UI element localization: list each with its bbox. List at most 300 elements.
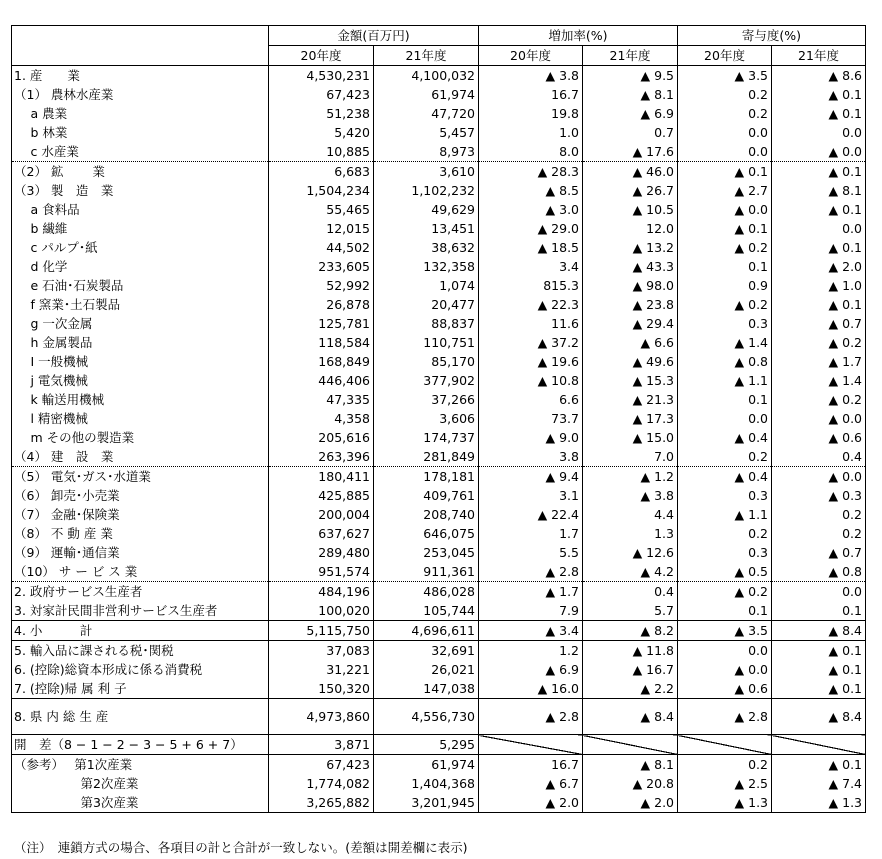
cell-a20: 31,221 [269, 660, 374, 679]
cell-c21: ▲ 0.7 [772, 543, 866, 562]
table-row [12, 447, 866, 467]
cell-g21: ▲ 2.0 [583, 793, 678, 813]
row-label: （9） 運輸･通信業 [12, 543, 269, 562]
cell-a20: 205,616 [269, 428, 374, 447]
cell-a21: 132,358 [374, 257, 479, 276]
cell-a21: 1,102,232 [374, 181, 479, 200]
row-label: 4. 小 計 [12, 621, 269, 641]
row-label: 8. 県 内 総 生 産 [12, 699, 269, 735]
cell-g21: ▲ 9.5 [583, 66, 678, 86]
cell-g21: ▲ 20.8 [583, 774, 678, 793]
footnote: （注） 連鎖方式の場合、各項目の計と合計が一致しない。(差額は開差欄に表示) [14, 840, 468, 855]
row-label: （3） 製 造 業 [12, 181, 269, 200]
row-label: 第2次産業 [12, 774, 269, 793]
cell-a20: 200,004 [269, 505, 374, 524]
cell-c21: ▲ 0.1 [772, 104, 866, 123]
cell-g20: ▲ 6.9 [479, 660, 583, 679]
cell-c21: ▲ 1.3 [772, 793, 866, 813]
cell-c21: ▲ 0.7 [772, 314, 866, 333]
cell-c20: ▲ 0.2 [678, 238, 772, 257]
cell-c21: ▲ 8.6 [772, 66, 866, 86]
row-label: b 繊維 [12, 219, 269, 238]
cell-a20: 233,605 [269, 257, 374, 276]
cell-c20: ▲ 0.4 [678, 467, 772, 487]
row-label: d 化学 [12, 257, 269, 276]
cell-c20: 0.1 [678, 601, 772, 621]
cell-c21: ▲ 1.0 [772, 276, 866, 295]
header-item-cell [12, 26, 269, 66]
cell-a21: 1,074 [374, 276, 479, 295]
cell-c21: ▲ 0.1 [772, 660, 866, 679]
header-contribution-20: 20年度 [678, 46, 772, 66]
cell-g21: ▲ 15.3 [583, 371, 678, 390]
cell-a21: 61,974 [374, 85, 479, 104]
cell-g21: ▲ 16.7 [583, 660, 678, 679]
cell-g20: 7.9 [479, 601, 583, 621]
cell-a21: 32,691 [374, 641, 479, 661]
cell-g21: ▲ 12.6 [583, 543, 678, 562]
row-label: （5） 電気･ガス･水道業 [12, 467, 269, 487]
cell-c20: ▲ 0.6 [678, 679, 772, 699]
cell-c20: ▲ 1.1 [678, 505, 772, 524]
cell-g20 [479, 735, 583, 755]
table-row [12, 562, 866, 582]
row-label: 3. 対家計民間非営利サービス生産者 [12, 601, 269, 621]
cell-c21: 0.2 [772, 524, 866, 543]
cell-a20: 4,358 [269, 409, 374, 428]
cell-a20: 125,781 [269, 314, 374, 333]
cell-a20: 4,530,231 [269, 66, 374, 86]
cell-a21: 253,045 [374, 543, 479, 562]
table-row [12, 505, 866, 524]
cell-a20: 26,878 [269, 295, 374, 314]
cell-g20: ▲ 3.8 [479, 66, 583, 86]
cell-c21: ▲ 0.1 [772, 755, 866, 775]
cell-g20: 16.7 [479, 755, 583, 775]
cell-a20: 4,973,860 [269, 699, 374, 735]
cell-a20: 37,083 [269, 641, 374, 661]
row-label: （1） 農林水産業 [12, 85, 269, 104]
row-label: f 窯業･土石製品 [12, 295, 269, 314]
cell-g20: ▲ 18.5 [479, 238, 583, 257]
cell-c21: ▲ 0.1 [772, 641, 866, 661]
cell-c20: ▲ 0.8 [678, 352, 772, 371]
cell-g21: ▲ 8.1 [583, 85, 678, 104]
cell-c21: ▲ 0.1 [772, 679, 866, 699]
cell-c20: 0.2 [678, 85, 772, 104]
table-row [12, 162, 866, 182]
cell-c21: ▲ 0.0 [772, 467, 866, 487]
header-amount: 金額(百万円) [269, 26, 479, 46]
cell-c21: ▲ 8.4 [772, 699, 866, 735]
table-row [12, 123, 866, 142]
row-label: e 石油･石炭製品 [12, 276, 269, 295]
cell-a21: 147,038 [374, 679, 479, 699]
cell-a21: 5,457 [374, 123, 479, 142]
cell-g20: ▲ 2.0 [479, 793, 583, 813]
cell-c20: 0.3 [678, 314, 772, 333]
table-row [12, 428, 866, 447]
cell-c21: ▲ 8.4 [772, 621, 866, 641]
gdp-table [11, 25, 866, 813]
table-row [12, 467, 866, 487]
cell-g21: ▲ 17.3 [583, 409, 678, 428]
row-label: 開 差（8 − 1 − 2 − 3 − 5 + 6 + 7） [12, 735, 269, 755]
row-label: （4） 建 設 業 [12, 447, 269, 467]
cell-g20: ▲ 6.7 [479, 774, 583, 793]
cell-g21: ▲ 6.9 [583, 104, 678, 123]
cell-a21: 208,740 [374, 505, 479, 524]
row-label: h 金属製品 [12, 333, 269, 352]
cell-c20: 0.2 [678, 755, 772, 775]
table-row [12, 621, 866, 641]
table-row [12, 238, 866, 257]
row-label: 7. (控除)帰 属 利 子 [12, 679, 269, 699]
cell-a21: 646,075 [374, 524, 479, 543]
cell-c21: ▲ 0.1 [772, 238, 866, 257]
cell-c20: ▲ 3.5 [678, 66, 772, 86]
table-row [12, 641, 866, 661]
table-row [12, 371, 866, 390]
table-row [12, 85, 866, 104]
table-row [12, 679, 866, 699]
row-label: a 食料品 [12, 200, 269, 219]
cell-g20: 19.8 [479, 104, 583, 123]
cell-g21: ▲ 29.4 [583, 314, 678, 333]
cell-c21: ▲ 8.1 [772, 181, 866, 200]
cell-a21: 4,100,032 [374, 66, 479, 86]
cell-g21: 12.0 [583, 219, 678, 238]
header-amount-21: 21年度 [374, 46, 479, 66]
table-row [12, 524, 866, 543]
cell-g20: 8.0 [479, 142, 583, 162]
cell-g20: ▲ 37.2 [479, 333, 583, 352]
cell-a21: 4,696,611 [374, 621, 479, 641]
cell-c20: 0.1 [678, 390, 772, 409]
cell-a21: 5,295 [374, 735, 479, 755]
cell-a21: 47,720 [374, 104, 479, 123]
table-row [12, 314, 866, 333]
row-label: 第3次産業 [12, 793, 269, 813]
cell-a20: 289,480 [269, 543, 374, 562]
cell-c21: ▲ 1.7 [772, 352, 866, 371]
table-row [12, 755, 866, 775]
cell-c20: 0.9 [678, 276, 772, 295]
cell-c21: 0.0 [772, 123, 866, 142]
table-row [12, 66, 866, 86]
cell-g20: ▲ 2.8 [479, 699, 583, 735]
cell-c20: ▲ 3.5 [678, 621, 772, 641]
cell-a20: 5,420 [269, 123, 374, 142]
cell-c20: 0.0 [678, 123, 772, 142]
cell-g20: ▲ 9.0 [479, 428, 583, 447]
row-label: 2. 政府サービス生産者 [12, 582, 269, 602]
cell-a20: 10,885 [269, 142, 374, 162]
cell-g20: ▲ 3.4 [479, 621, 583, 641]
cell-c21: ▲ 7.4 [772, 774, 866, 793]
cell-a20: 951,574 [269, 562, 374, 582]
cell-g20: 16.7 [479, 85, 583, 104]
cell-g21: 5.7 [583, 601, 678, 621]
cell-c20: ▲ 0.1 [678, 219, 772, 238]
row-label: （2） 鉱 業 [12, 162, 269, 182]
table-row [12, 181, 866, 200]
cell-g21: ▲ 11.8 [583, 641, 678, 661]
cell-a20: 52,992 [269, 276, 374, 295]
table-row [12, 774, 866, 793]
cell-g20: ▲ 22.4 [479, 505, 583, 524]
cell-a20: 55,465 [269, 200, 374, 219]
cell-c20: 0.0 [678, 409, 772, 428]
cell-g21: 4.4 [583, 505, 678, 524]
cell-a21: 85,170 [374, 352, 479, 371]
cell-g21: ▲ 49.6 [583, 352, 678, 371]
table-row [12, 699, 866, 735]
table-row [12, 104, 866, 123]
cell-c21: ▲ 0.2 [772, 333, 866, 352]
cell-c20: 0.1 [678, 257, 772, 276]
cell-g21: 0.7 [583, 123, 678, 142]
table-row [12, 543, 866, 562]
row-label: a 農業 [12, 104, 269, 123]
table-row [12, 200, 866, 219]
cell-g20: ▲ 3.0 [479, 200, 583, 219]
cell-a20: 3,871 [269, 735, 374, 755]
cell-g21: ▲ 15.0 [583, 428, 678, 447]
cell-g20: ▲ 16.0 [479, 679, 583, 699]
cell-a20: 263,396 [269, 447, 374, 467]
cell-g21: 7.0 [583, 447, 678, 467]
cell-g20: 815.3 [479, 276, 583, 295]
cell-c20: 0.2 [678, 447, 772, 467]
header-growth-21: 21年度 [583, 46, 678, 66]
cell-g20: 1.7 [479, 524, 583, 543]
cell-g21: ▲ 17.6 [583, 142, 678, 162]
cell-g21: ▲ 10.5 [583, 200, 678, 219]
cell-g21: ▲ 4.2 [583, 562, 678, 582]
cell-g21: ▲ 3.8 [583, 486, 678, 505]
header-contribution-21: 21年度 [772, 46, 866, 66]
cell-g21 [583, 735, 678, 755]
cell-c20: ▲ 2.8 [678, 699, 772, 735]
cell-g20: ▲ 19.6 [479, 352, 583, 371]
cell-g20: ▲ 28.3 [479, 162, 583, 182]
cell-g20: ▲ 29.0 [479, 219, 583, 238]
cell-a20: 180,411 [269, 467, 374, 487]
cell-g21: ▲ 21.3 [583, 390, 678, 409]
header-amount-20: 20年度 [269, 46, 374, 66]
table-row [12, 735, 866, 755]
cell-g20: ▲ 8.5 [479, 181, 583, 200]
cell-c21: ▲ 2.0 [772, 257, 866, 276]
cell-g21: ▲ 13.2 [583, 238, 678, 257]
cell-c20: ▲ 0.1 [678, 162, 772, 182]
table-row [12, 390, 866, 409]
row-label: b 林業 [12, 123, 269, 142]
table-row [12, 601, 866, 621]
row-label: （6） 卸売･小売業 [12, 486, 269, 505]
table-row [12, 660, 866, 679]
cell-c21: 0.2 [772, 505, 866, 524]
cell-g20: 1.2 [479, 641, 583, 661]
cell-c21: 0.0 [772, 582, 866, 602]
row-label: c パルプ･紙 [12, 238, 269, 257]
cell-g20: ▲ 1.7 [479, 582, 583, 602]
cell-c20 [678, 735, 772, 755]
cell-c20: 0.0 [678, 142, 772, 162]
cell-g20: 11.6 [479, 314, 583, 333]
cell-g20: 3.1 [479, 486, 583, 505]
cell-a20: 12,015 [269, 219, 374, 238]
row-label: 5. 輸入品に課される税･関税 [12, 641, 269, 661]
cell-a20: 67,423 [269, 85, 374, 104]
row-label: c 水産業 [12, 142, 269, 162]
row-label: （8） 不 動 産 業 [12, 524, 269, 543]
cell-a21: 61,974 [374, 755, 479, 775]
cell-c20: ▲ 2.5 [678, 774, 772, 793]
cell-c20: ▲ 0.0 [678, 660, 772, 679]
cell-a21: 377,902 [374, 371, 479, 390]
cell-c20: 0.3 [678, 486, 772, 505]
row-label: l 精密機械 [12, 409, 269, 428]
cell-c20: ▲ 0.2 [678, 582, 772, 602]
cell-a21: 174,737 [374, 428, 479, 447]
cell-c21: ▲ 0.1 [772, 295, 866, 314]
cell-c20: ▲ 0.5 [678, 562, 772, 582]
cell-a21: 486,028 [374, 582, 479, 602]
cell-c21: 0.1 [772, 601, 866, 621]
cell-a20: 446,406 [269, 371, 374, 390]
cell-c20: 0.3 [678, 543, 772, 562]
row-label: 1. 産 業 [12, 66, 269, 86]
cell-a21: 105,744 [374, 601, 479, 621]
cell-g21: ▲ 26.7 [583, 181, 678, 200]
cell-c21: ▲ 0.1 [772, 162, 866, 182]
cell-a21: 8,973 [374, 142, 479, 162]
cell-g21: ▲ 1.2 [583, 467, 678, 487]
cell-a20: 6,683 [269, 162, 374, 182]
cell-g20: ▲ 9.4 [479, 467, 583, 487]
cell-a20: 67,423 [269, 755, 374, 775]
cell-a21: 1,404,368 [374, 774, 479, 793]
cell-a20: 5,115,750 [269, 621, 374, 641]
cell-c21: ▲ 0.2 [772, 390, 866, 409]
cell-c20: ▲ 0.4 [678, 428, 772, 447]
table-row [12, 486, 866, 505]
cell-a20: 47,335 [269, 390, 374, 409]
table-row [12, 276, 866, 295]
cell-c20: 0.2 [678, 104, 772, 123]
cell-c20: 0.0 [678, 641, 772, 661]
cell-g21: ▲ 98.0 [583, 276, 678, 295]
cell-c20: 0.2 [678, 524, 772, 543]
cell-a20: 1,504,234 [269, 181, 374, 200]
cell-g21: ▲ 46.0 [583, 162, 678, 182]
cell-a21: 3,201,945 [374, 793, 479, 813]
cell-a20: 484,196 [269, 582, 374, 602]
table-row [12, 295, 866, 314]
row-label: g 一次金属 [12, 314, 269, 333]
cell-a21: 38,632 [374, 238, 479, 257]
row-label: I 一般機械 [12, 352, 269, 371]
cell-a21: 281,849 [374, 447, 479, 467]
cell-c20: ▲ 0.2 [678, 295, 772, 314]
table-row [12, 333, 866, 352]
cell-a21: 13,451 [374, 219, 479, 238]
row-label: k 輸送用機械 [12, 390, 269, 409]
cell-g20: ▲ 2.8 [479, 562, 583, 582]
cell-g21: ▲ 43.3 [583, 257, 678, 276]
cell-g20: ▲ 10.8 [479, 371, 583, 390]
cell-a21: 3,610 [374, 162, 479, 182]
table-body [12, 66, 866, 813]
row-label: （7） 金融･保険業 [12, 505, 269, 524]
cell-a20: 118,584 [269, 333, 374, 352]
row-label: （参考） 第1次産業 [12, 755, 269, 775]
cell-g21: ▲ 8.1 [583, 755, 678, 775]
cell-c20: ▲ 1.1 [678, 371, 772, 390]
cell-c21: 0.0 [772, 219, 866, 238]
cell-g20: 6.6 [479, 390, 583, 409]
table-row [12, 219, 866, 238]
header-growth-20: 20年度 [479, 46, 583, 66]
cell-a21: 4,556,730 [374, 699, 479, 735]
cell-c21: ▲ 0.6 [772, 428, 866, 447]
cell-c21: ▲ 0.0 [772, 142, 866, 162]
table-row [12, 352, 866, 371]
cell-g20: ▲ 22.3 [479, 295, 583, 314]
cell-c21: ▲ 0.8 [772, 562, 866, 582]
table-row [12, 409, 866, 428]
cell-a20: 168,849 [269, 352, 374, 371]
cell-c21: ▲ 0.3 [772, 486, 866, 505]
cell-a20: 150,320 [269, 679, 374, 699]
cell-c21: ▲ 0.1 [772, 85, 866, 104]
cell-a20: 44,502 [269, 238, 374, 257]
table-row [12, 793, 866, 813]
cell-g21: ▲ 23.8 [583, 295, 678, 314]
cell-g21: ▲ 2.2 [583, 679, 678, 699]
cell-g21: ▲ 8.4 [583, 699, 678, 735]
cell-a21: 20,477 [374, 295, 479, 314]
cell-g20: 73.7 [479, 409, 583, 428]
cell-a20: 425,885 [269, 486, 374, 505]
cell-c20: ▲ 1.4 [678, 333, 772, 352]
cell-c21: 0.4 [772, 447, 866, 467]
cell-a21: 26,021 [374, 660, 479, 679]
cell-a21: 409,761 [374, 486, 479, 505]
cell-c20: ▲ 0.0 [678, 200, 772, 219]
cell-a20: 3,265,882 [269, 793, 374, 813]
cell-g20: 5.5 [479, 543, 583, 562]
row-label: j 電気機械 [12, 371, 269, 390]
cell-a21: 3,606 [374, 409, 479, 428]
cell-g20: 3.8 [479, 447, 583, 467]
table-row [12, 142, 866, 162]
cell-c21: ▲ 0.0 [772, 409, 866, 428]
table-row [12, 582, 866, 602]
cell-c21 [772, 735, 866, 755]
cell-a21: 178,181 [374, 467, 479, 487]
cell-g20: 3.4 [479, 257, 583, 276]
cell-c20: ▲ 2.7 [678, 181, 772, 200]
cell-a21: 110,751 [374, 333, 479, 352]
cell-g21: ▲ 8.2 [583, 621, 678, 641]
cell-a20: 51,238 [269, 104, 374, 123]
cell-a20: 637,627 [269, 524, 374, 543]
cell-c21: ▲ 0.1 [772, 200, 866, 219]
cell-g20: 1.0 [479, 123, 583, 142]
